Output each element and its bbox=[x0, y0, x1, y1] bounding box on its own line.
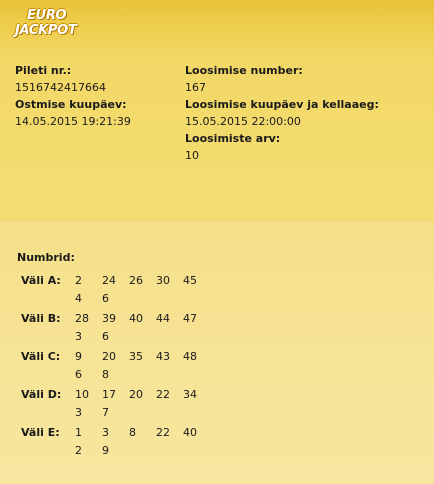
extra-numbers bbox=[75, 442, 129, 460]
extra-number: 6 bbox=[75, 368, 82, 381]
field-b bbox=[17, 310, 197, 348]
field-label: Väli C: bbox=[21, 350, 61, 363]
main-number: 28 bbox=[75, 312, 89, 325]
draw-datetime-label: Loosimise kuupäev ja kellaaeg: bbox=[185, 98, 379, 111]
main-number: 45 bbox=[183, 274, 197, 287]
extra-number: 6 bbox=[102, 330, 109, 343]
logo-line-1: EURO bbox=[27, 8, 67, 23]
extra-number: 3 bbox=[75, 406, 82, 419]
eurojackpot-logo bbox=[15, 8, 81, 44]
purchase-date-label: Ostmise kuupäev: bbox=[15, 98, 127, 111]
main-number: 24 bbox=[102, 274, 116, 287]
main-number: 39 bbox=[102, 312, 116, 325]
main-number: 22 bbox=[156, 388, 170, 401]
field-e bbox=[17, 424, 197, 462]
extra-number: 9 bbox=[102, 444, 109, 457]
numbers-title: Numbrid: bbox=[17, 251, 75, 264]
extra-number: 3 bbox=[75, 330, 82, 343]
main-number: 8 bbox=[129, 426, 136, 439]
main-numbers bbox=[75, 386, 210, 404]
main-number: 20 bbox=[129, 388, 143, 401]
main-number: 2 bbox=[75, 274, 82, 287]
extra-numbers bbox=[75, 328, 129, 346]
extra-number: 6 bbox=[102, 292, 109, 305]
main-number: 3 bbox=[102, 426, 109, 439]
extra-number: 4 bbox=[75, 292, 82, 305]
main-number: 17 bbox=[102, 388, 116, 401]
field-c bbox=[17, 348, 197, 386]
ticket-number-value: 1516742417664 bbox=[15, 81, 106, 94]
main-number: 44 bbox=[156, 312, 170, 325]
field-label: Väli A: bbox=[21, 274, 61, 287]
ticket-info-left bbox=[15, 62, 131, 130]
main-number: 1 bbox=[75, 426, 82, 439]
field-d bbox=[17, 386, 197, 424]
field-label: Väli B: bbox=[21, 312, 61, 325]
field-label: Väli E: bbox=[21, 426, 60, 439]
draw-count-label: Loosimiste arv: bbox=[185, 132, 281, 145]
logo-line-2: JACKPOT bbox=[15, 23, 77, 38]
main-number: 10 bbox=[75, 388, 89, 401]
main-number: 22 bbox=[156, 426, 170, 439]
main-numbers bbox=[75, 424, 210, 442]
extra-number: 7 bbox=[102, 406, 109, 419]
extra-number: 2 bbox=[75, 444, 82, 457]
main-number: 47 bbox=[183, 312, 197, 325]
extra-numbers bbox=[75, 404, 129, 422]
main-number: 20 bbox=[102, 350, 116, 363]
main-number: 40 bbox=[129, 312, 143, 325]
main-number: 48 bbox=[183, 350, 197, 363]
ticket-info-right bbox=[185, 62, 379, 164]
main-numbers bbox=[75, 272, 210, 290]
draw-number-value: 167 bbox=[185, 81, 206, 94]
draw-datetime-value: 15.05.2015 22:00:00 bbox=[185, 115, 301, 128]
extra-numbers bbox=[75, 290, 129, 308]
field-a bbox=[17, 272, 197, 310]
main-numbers bbox=[75, 310, 210, 328]
main-number: 30 bbox=[156, 274, 170, 287]
draw-number-label: Loosimise number: bbox=[185, 64, 303, 77]
section-divider bbox=[0, 220, 434, 221]
draw-count-value: 10 bbox=[185, 149, 199, 162]
extra-numbers bbox=[75, 366, 129, 384]
main-number: 9 bbox=[75, 350, 82, 363]
main-number: 35 bbox=[129, 350, 143, 363]
ticket-number-label: Pileti nr.: bbox=[15, 64, 72, 77]
field-label: Väli D: bbox=[21, 388, 62, 401]
extra-number: 8 bbox=[102, 368, 109, 381]
main-number: 43 bbox=[156, 350, 170, 363]
main-numbers bbox=[75, 348, 210, 366]
main-number: 34 bbox=[183, 388, 197, 401]
main-number: 26 bbox=[129, 274, 143, 287]
main-number: 40 bbox=[183, 426, 197, 439]
purchase-date-value: 14.05.2015 19:21:39 bbox=[15, 115, 131, 128]
numbers-section bbox=[17, 250, 197, 462]
